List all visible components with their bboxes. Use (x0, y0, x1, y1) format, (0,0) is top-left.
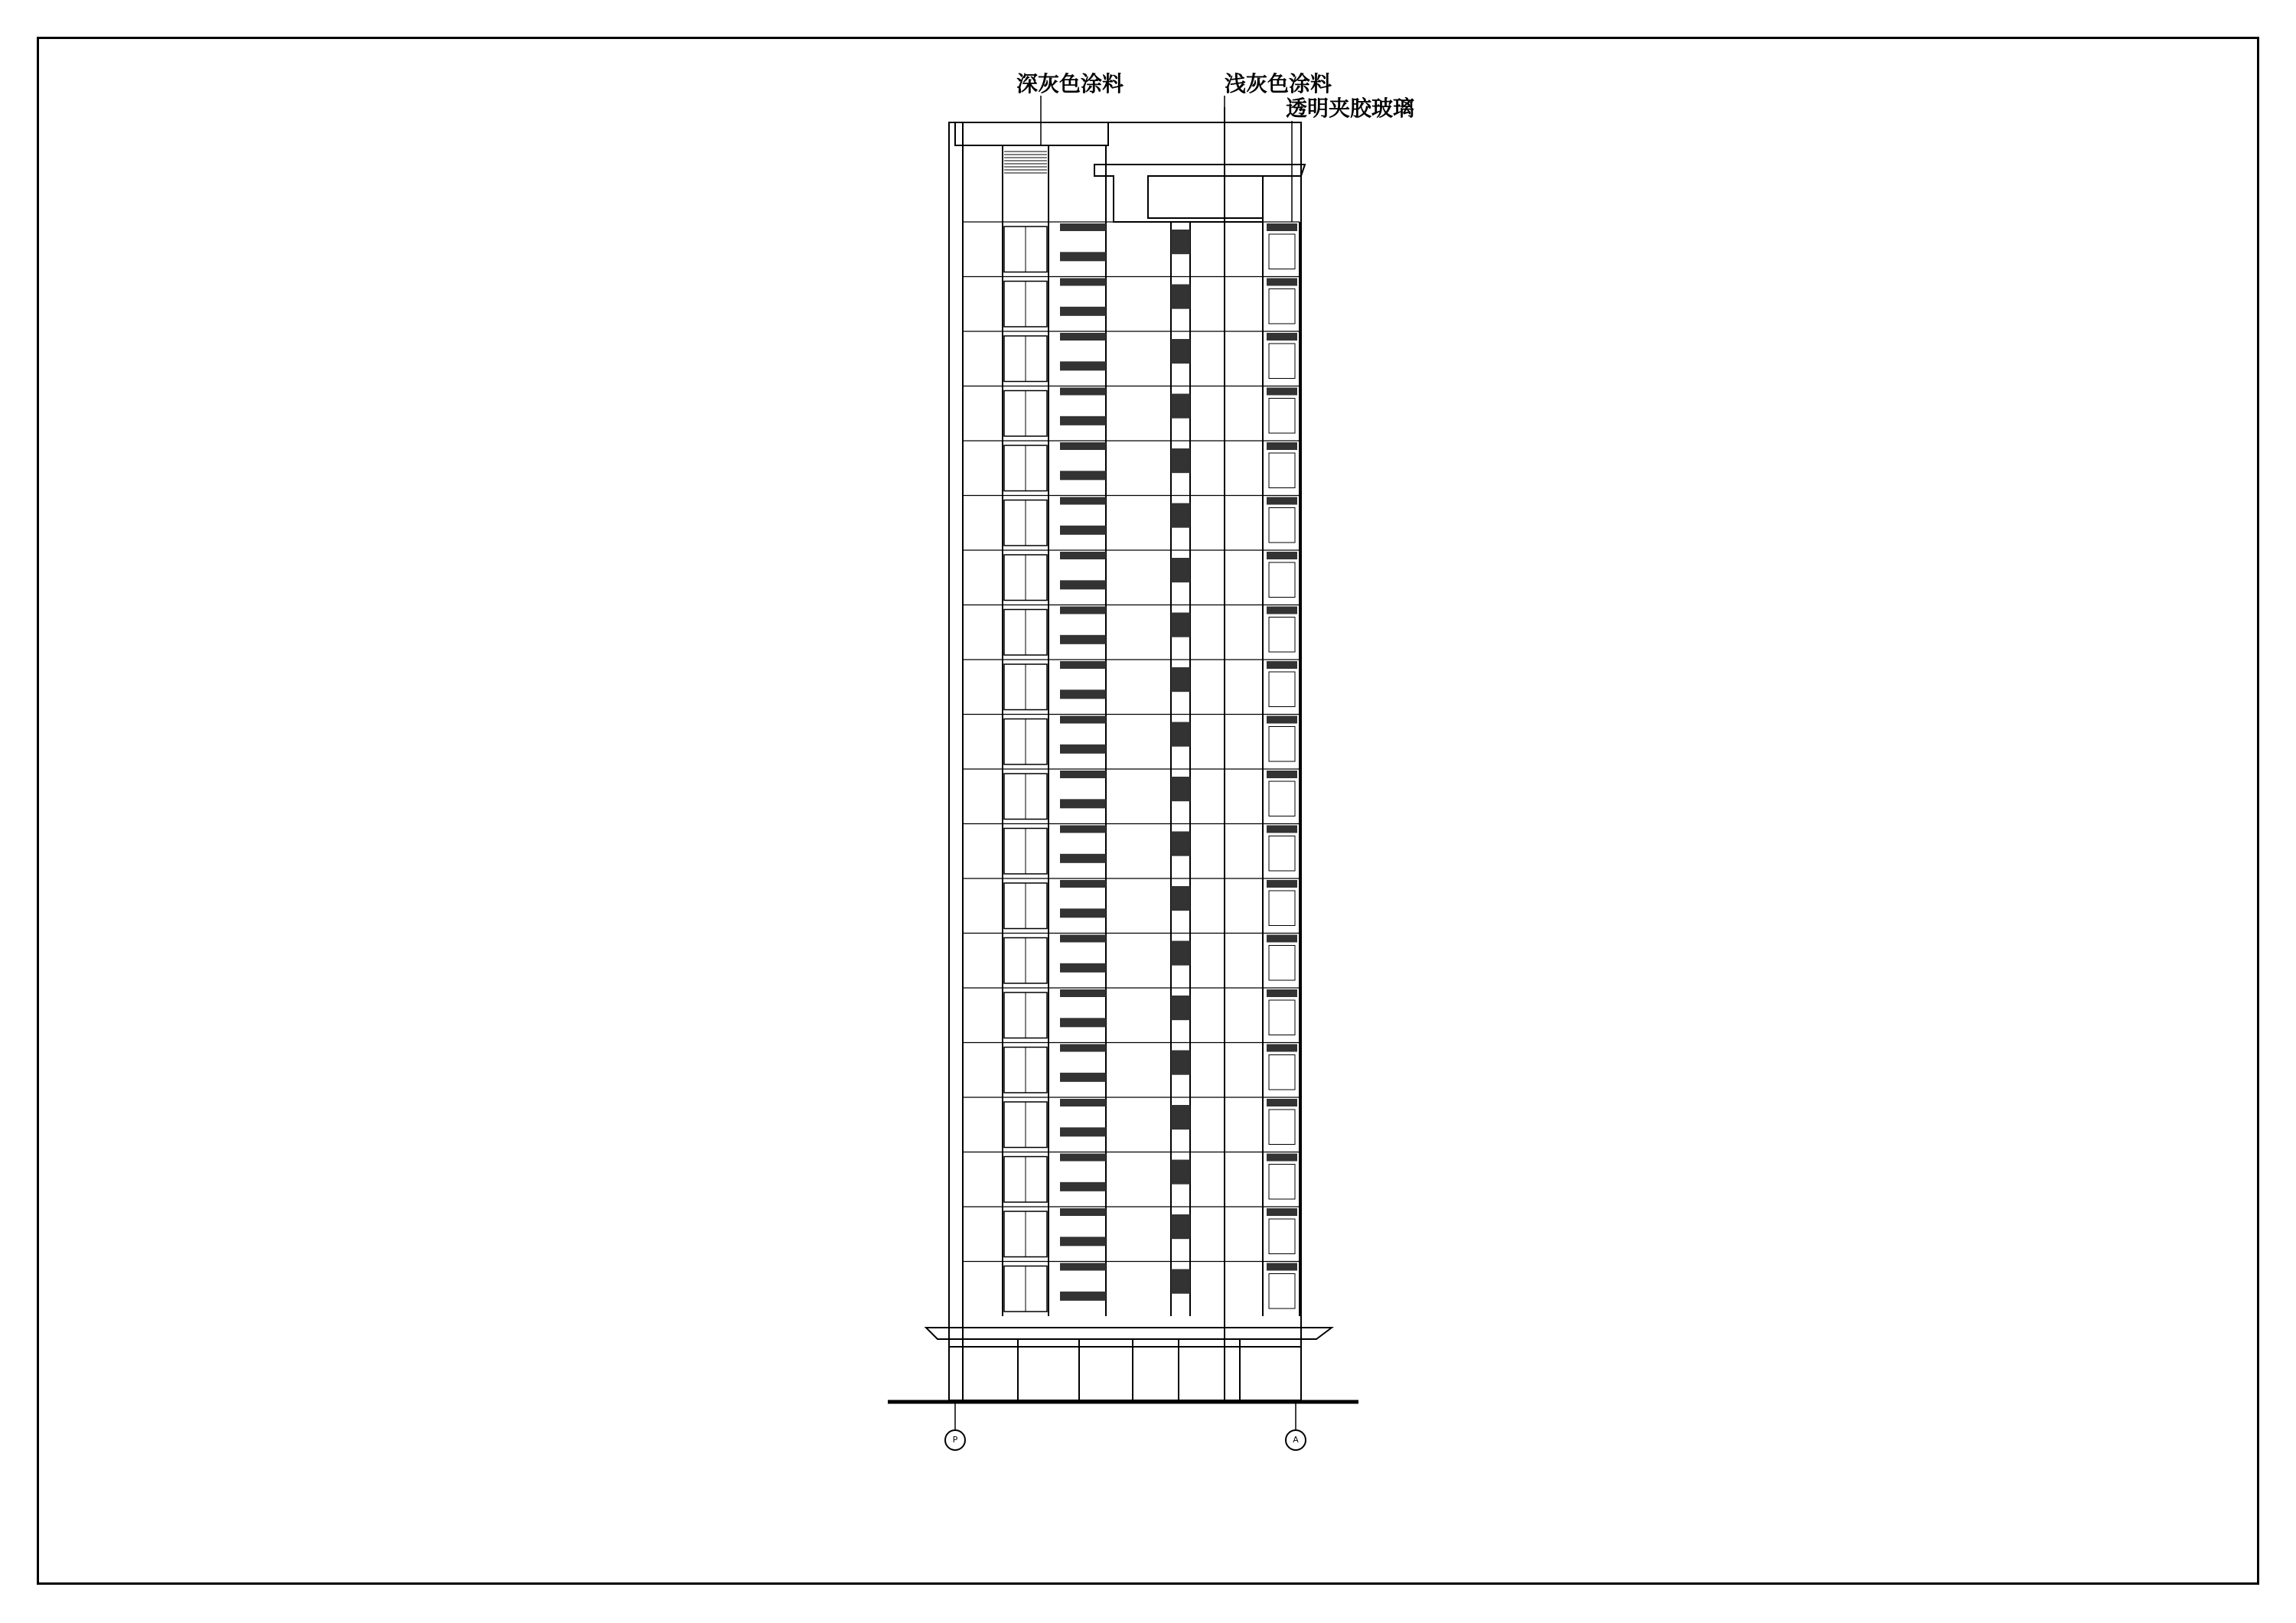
right-glass-rail (1269, 836, 1295, 872)
note-clear-laminated-glass: 透明夹胶玻璃 (1286, 96, 1415, 121)
roof-glass-box (1148, 176, 1263, 218)
right-glass-rail (1269, 1274, 1295, 1309)
right-slab-dark (1267, 388, 1297, 396)
right-glass-rail (1269, 1000, 1295, 1035)
balcony-rail-dark (1060, 1182, 1106, 1191)
balcony-slab-dark (1060, 935, 1106, 943)
right-glass-rail (1269, 399, 1295, 434)
balcony-rail-dark (1060, 526, 1106, 535)
balcony-rail-dark (1060, 361, 1106, 370)
balcony-slab-dark (1060, 716, 1106, 724)
right-slab-dark (1267, 826, 1297, 833)
balcony-slab-dark (1060, 989, 1106, 997)
balcony-slab-dark (1060, 223, 1106, 231)
mid-panel-dark (1171, 448, 1190, 473)
right-slab-dark (1267, 661, 1297, 669)
right-glass-rail (1269, 1055, 1295, 1090)
right-slab-dark (1267, 552, 1297, 559)
balcony-slab-dark (1060, 388, 1106, 396)
balcony-rail-dark (1060, 307, 1106, 316)
mid-panel-dark (1171, 886, 1190, 911)
mid-panel-dark (1171, 1269, 1190, 1294)
balcony-rail-dark (1060, 252, 1106, 261)
mid-panel-dark (1171, 667, 1190, 692)
balcony-rail-dark (1060, 1237, 1106, 1246)
right-glass-rail (1269, 453, 1295, 488)
balcony-slab-dark (1060, 771, 1106, 778)
balcony-slab-dark (1060, 607, 1106, 614)
mid-panel-dark (1171, 1214, 1190, 1239)
right-slab-dark (1267, 223, 1297, 231)
mid-panel-dark (1171, 558, 1190, 582)
balcony-rail-dark (1060, 799, 1106, 808)
balcony-slab-dark (1060, 1208, 1106, 1216)
mid-panel-dark (1171, 832, 1190, 856)
axis-label-left: P (952, 1435, 958, 1445)
mid-panel-dark (1171, 996, 1190, 1020)
balcony-slab-dark (1060, 1045, 1106, 1052)
right-glass-rail (1269, 234, 1295, 269)
note-light-gray-paint: 浅灰色涂料 (1225, 71, 1332, 96)
right-slab-dark (1267, 1154, 1297, 1162)
balcony-rail-dark (1060, 1073, 1106, 1082)
right-slab-dark (1267, 1208, 1297, 1216)
right-glass-rail (1269, 727, 1295, 762)
mid-panel-dark (1171, 941, 1190, 966)
axis-label-right: A (1293, 1435, 1299, 1445)
mid-panel-dark (1171, 1105, 1190, 1129)
balcony-slab-dark (1060, 279, 1106, 286)
right-glass-rail (1269, 672, 1295, 707)
balcony-rail-dark (1060, 963, 1106, 973)
balcony-rail-dark (1060, 416, 1106, 425)
balcony-slab-dark (1060, 1099, 1106, 1106)
balcony-rail-dark (1060, 908, 1106, 917)
right-slab-dark (1267, 1045, 1297, 1052)
right-slab-dark (1267, 935, 1297, 943)
right-slab-dark (1267, 497, 1297, 505)
right-slab-dark (1267, 880, 1297, 888)
right-slab-dark (1267, 279, 1297, 286)
right-slab-dark (1267, 716, 1297, 724)
right-glass-rail (1269, 946, 1295, 981)
right-slab-dark (1267, 989, 1297, 997)
balcony-slab-dark (1060, 1263, 1106, 1271)
balcony-rail-dark (1060, 1018, 1106, 1027)
balcony-rail-dark (1060, 1292, 1106, 1301)
balcony-rail-dark (1060, 635, 1106, 644)
right-glass-rail (1269, 1110, 1295, 1145)
roof-parapet-left (955, 122, 1108, 145)
balcony-slab-dark (1060, 497, 1106, 505)
right-glass-rail (1269, 289, 1295, 324)
balcony-slab-dark (1060, 661, 1106, 669)
mid-panel-dark (1171, 1051, 1190, 1075)
right-slab-dark (1267, 607, 1297, 614)
balcony-slab-dark (1060, 333, 1106, 341)
balcony-slab-dark (1060, 826, 1106, 833)
right-slab-dark (1267, 1263, 1297, 1271)
mid-panel-dark (1171, 339, 1190, 363)
mid-panel-dark (1171, 230, 1190, 254)
right-glass-rail (1269, 562, 1295, 598)
balcony-slab-dark (1060, 1154, 1106, 1162)
mid-panel-dark (1171, 722, 1190, 747)
right-glass-rail (1269, 1165, 1295, 1200)
roof-canopy (1094, 165, 1305, 222)
mid-panel-dark (1171, 285, 1190, 309)
right-slab-dark (1267, 333, 1297, 341)
right-glass-rail (1269, 508, 1295, 543)
mid-panel-dark (1171, 1160, 1190, 1185)
balcony-rail-dark (1060, 580, 1106, 589)
balcony-rail-dark (1060, 1127, 1106, 1136)
balcony-rail-dark (1060, 689, 1106, 699)
mid-panel-dark (1171, 613, 1190, 637)
balcony-slab-dark (1060, 552, 1106, 559)
right-glass-rail (1269, 891, 1295, 926)
balcony-rail-dark (1060, 471, 1106, 480)
right-slab-dark (1267, 771, 1297, 778)
mid-panel-dark (1171, 504, 1190, 528)
balcony-rail-dark (1060, 745, 1106, 754)
right-glass-rail (1269, 344, 1295, 379)
mid-panel-dark (1171, 394, 1190, 419)
balcony-slab-dark (1060, 880, 1106, 888)
balcony-slab-dark (1060, 442, 1106, 450)
note-dark-gray-paint: 深灰色涂料 (1016, 71, 1124, 96)
right-slab-dark (1267, 442, 1297, 450)
balcony-rail-dark (1060, 854, 1106, 863)
right-slab-dark (1267, 1099, 1297, 1106)
podium-canopy (926, 1328, 1332, 1339)
right-glass-rail (1269, 781, 1295, 816)
right-glass-rail (1269, 1219, 1295, 1254)
right-glass-rail (1269, 618, 1295, 653)
mid-panel-dark (1171, 777, 1190, 801)
